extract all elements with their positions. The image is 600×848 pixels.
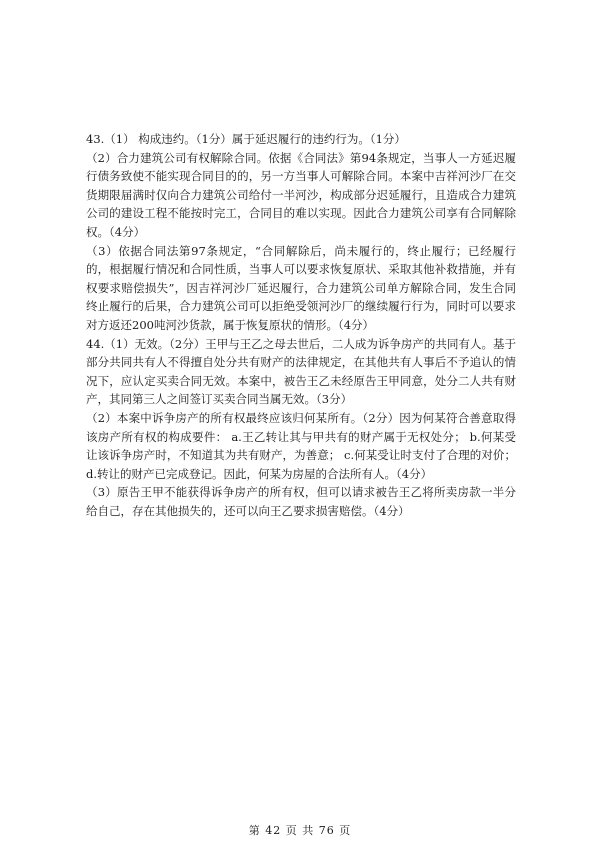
answer-44-part-1: 44.（1）无效。（2分）王甲与王乙之母去世后，二人成为诉争房产的共同有人。基于部分共同共有人不得擅自处分共有财产的法律规定，在其他共有人事后不予追认的情况下，应认定买卖合同无效。本案中，被告王乙未经原告王甲同意，处分二人共有财产，其同第三人之间签订买卖合同当属无效。（3分） bbox=[86, 336, 516, 407]
answer-body bbox=[86, 130, 516, 520]
answer-43-part-1: 43.（1） 构成违约。（1分）属于延迟履行的违约行为。（1分） bbox=[86, 132, 406, 146]
answer-43-part-3: （3）依据合同法第97条规定，“合同解除后，尚未履行的，终止履行；已经履行的，根据履行情况和合同性质，当事人可以要求恢复原状、采取其他补救措施，并有权要求赔偿损失”，因吉祥河沙厂延迟履行，合力建筑公司单方解除合同，发生合同终止履行的后果，合力建筑公司可以拒绝受领河沙厂的继续履行行为，同时可以要求对方返还200吨河沙货款，属于恢复原状的情形。（4分） bbox=[86, 243, 516, 332]
page-number: 第 42 页 共 76 页 bbox=[248, 824, 352, 837]
answer-44-part-3: （3）原告王甲不能获得诉争房产的所有权，但可以请求被告王乙将所卖房款一半分给自己，存在其他损失的，还可以向王乙要求损害赔偿。（4分） bbox=[86, 485, 516, 518]
answer-44-part-2: （2）本案中诉争房产的所有权最终应该归何某所有。（2分）因为何某符合善意取得该房产所有权的构成要件： a.王乙转让其与甲共有的财产属于无权处分； b.何某受让该诉争房产时，不知道其为共有财产，为善意； c.何某受让时支付了合理的对价；d.转让的财产已完成登记。因此，何某为房屋的合法所有人。（4分） bbox=[86, 410, 516, 481]
answer-43-part-2: （2）合力建筑公司有权解除合同。依据《合同法》第94条规定，当事人一方延迟履行债务致使不能实现合同目的的，另一方当事人可解除合同。本案中吉祥河沙厂在交货期限届满时仅向合力建筑公司给付一半河沙，构成部分迟延履行，且造成合力建筑公司的建设工程不能按时完工，合同目的难以实现。因此合力建筑公司享有合同解除权。（4分） bbox=[86, 150, 516, 239]
